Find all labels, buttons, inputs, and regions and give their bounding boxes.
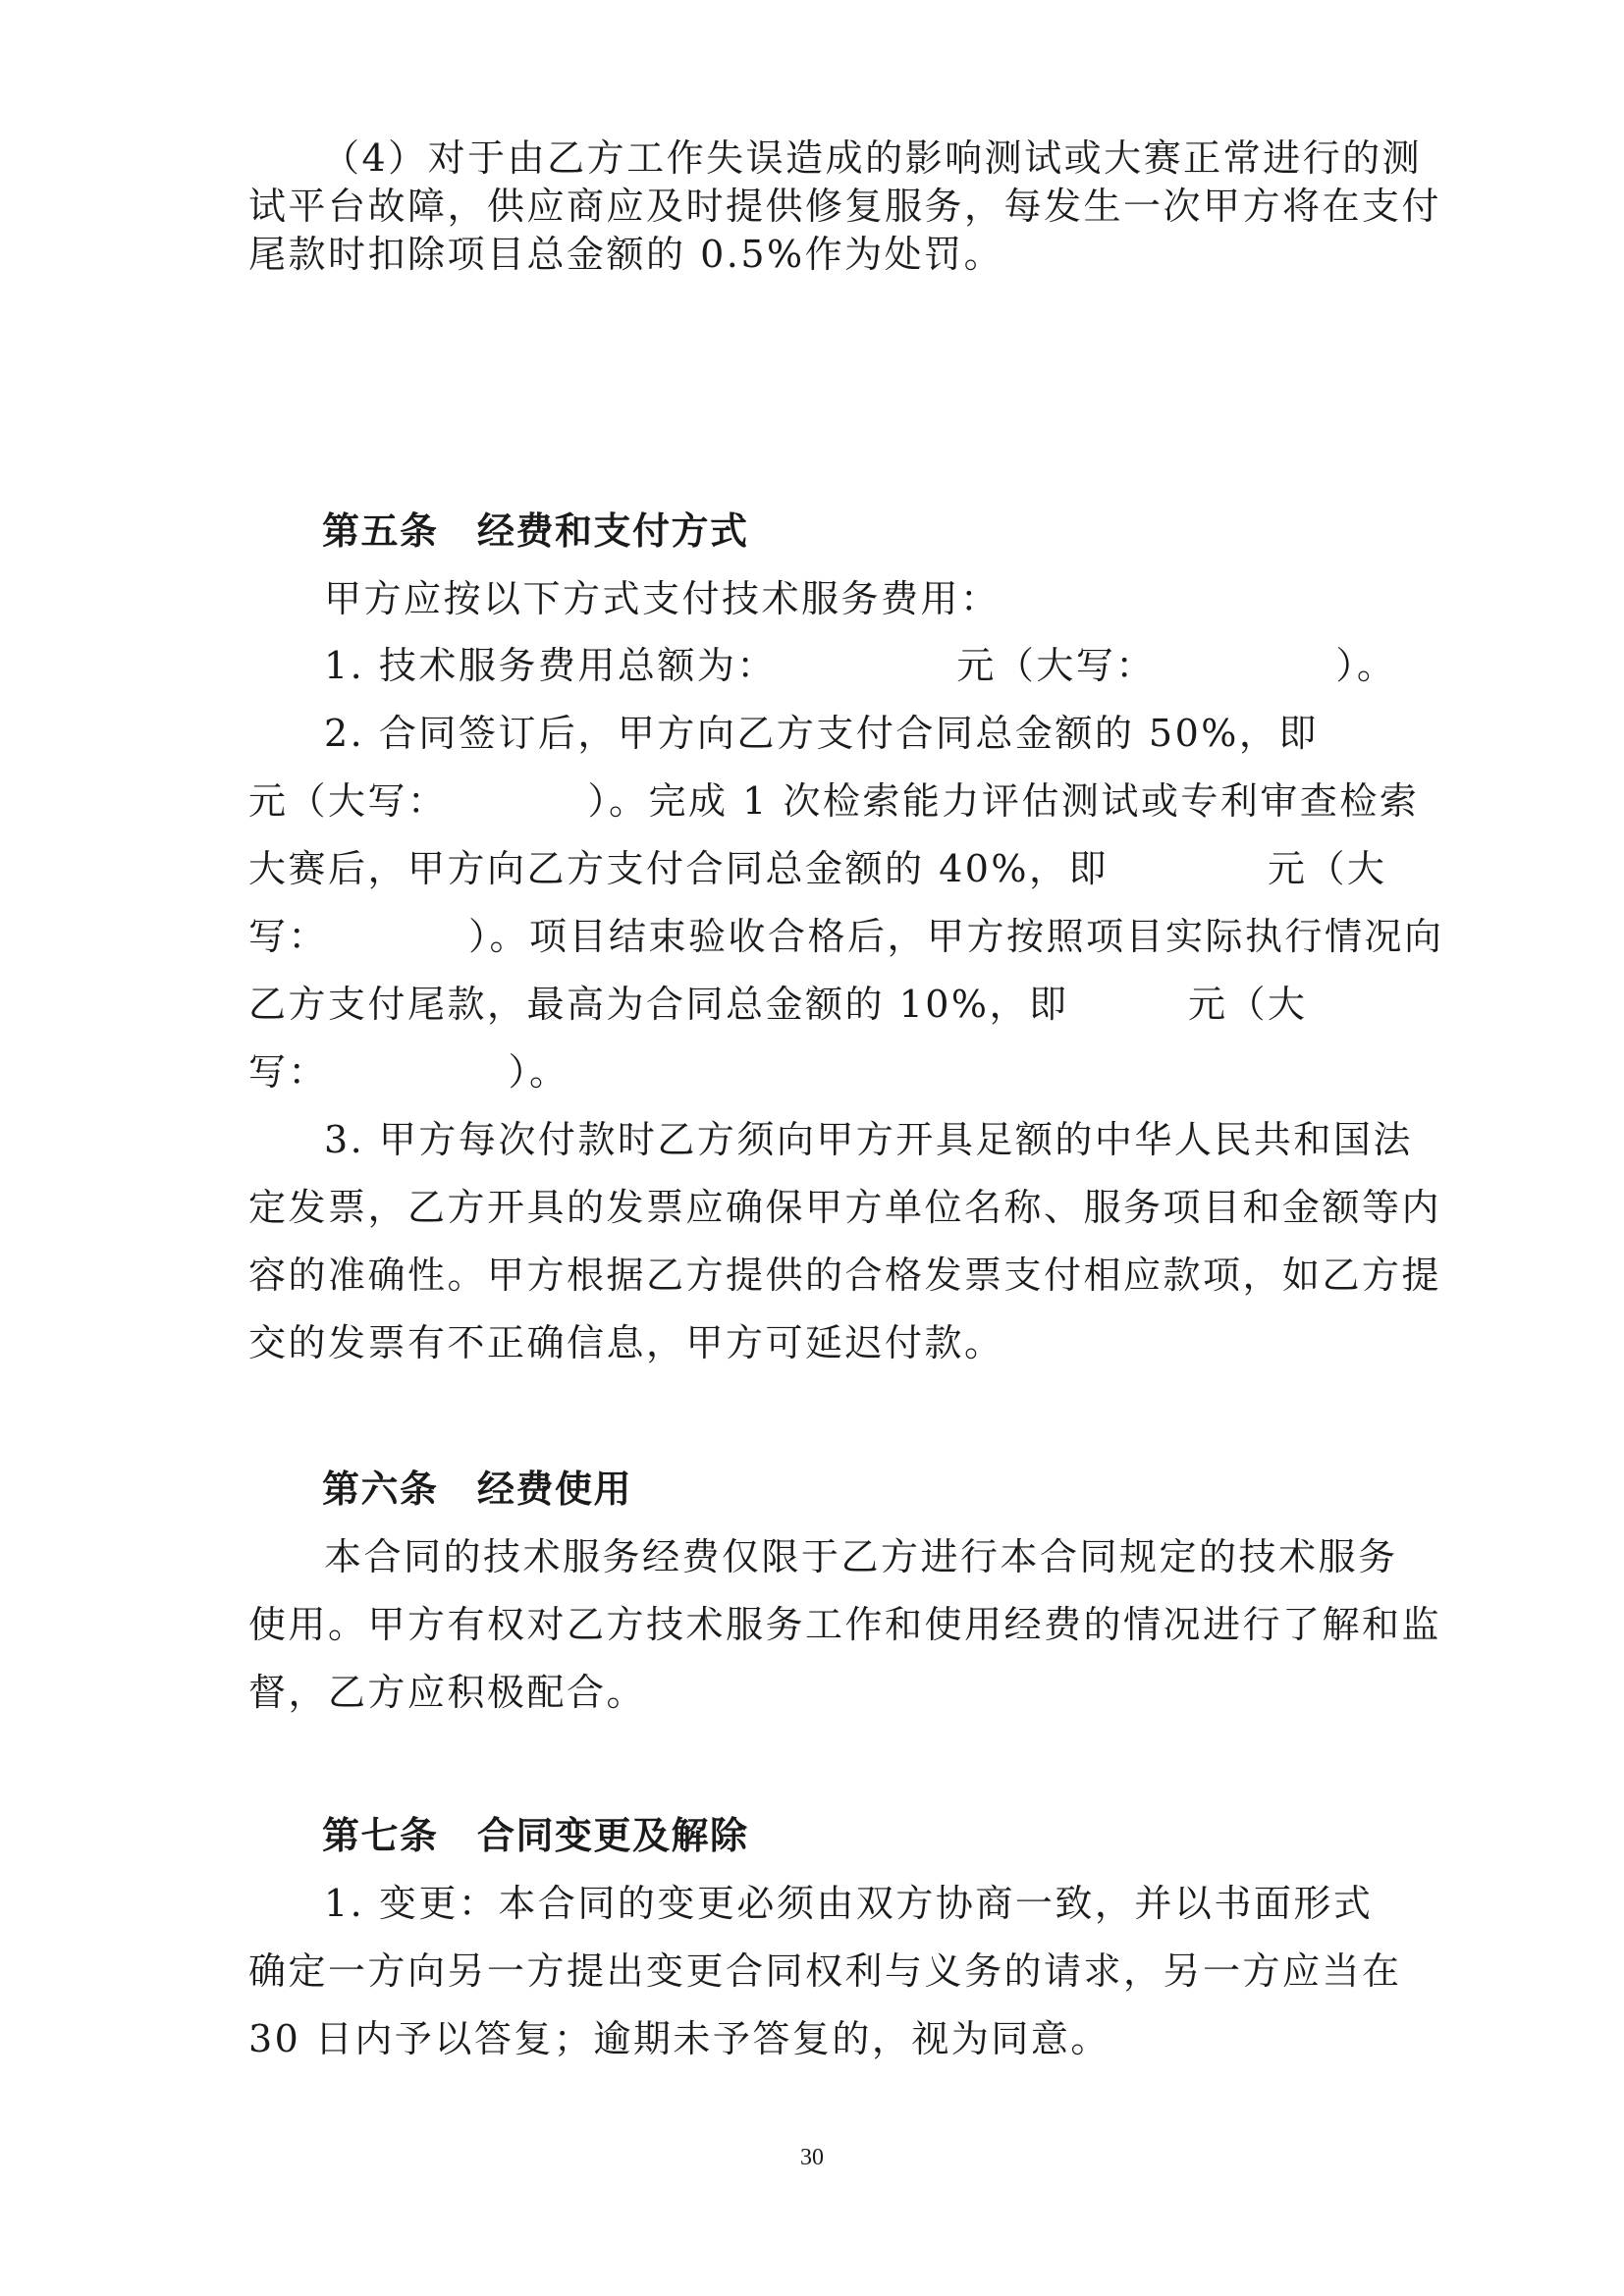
article-7-item-1-line-3: 30 日内予以答复；逾期未予答复的，视为同意。 <box>248 2017 1110 2060</box>
article-6-line-2: 使用。甲方有权对乙方技术服务工作和使用经费的情况进行了解和监 <box>248 1603 1442 1646</box>
clause-4-line-3: 尾款时扣除项目总金额的 0.5%作为处罚。 <box>248 233 1004 276</box>
article-6-line-3: 督，乙方应积极配合。 <box>248 1671 647 1714</box>
article-5-item-3-line-2: 定发票，乙方开具的发票应确保甲方单位名称、服务项目和金额等内 <box>248 1186 1442 1229</box>
article-7-item-1-line-1: 1. 变更：本合同的变更必须由双方协商一致，并以书面形式 <box>324 1882 1374 1925</box>
article-5-item-2-line-5: 乙方支付尾款，最高为合同总金额的 10%，即 元（大 <box>248 983 1308 1026</box>
article-5-item-2-line-2: 元（大写： ）。完成 1 次检索能力评估测试或专利审查检索 <box>248 779 1420 823</box>
article-5-item-2-line-6: 写： ）。 <box>248 1050 569 1094</box>
article-6-heading: 第六条 经费使用 <box>322 1468 633 1511</box>
article-6-line-1: 本合同的技术服务经费仅限于乙方进行本合同规定的技术服务 <box>324 1535 1398 1578</box>
article-7-item-1-line-2: 确定一方向另一方提出变更合同权利与义务的请求，另一方应当在 <box>248 1949 1402 1993</box>
article-5-item-1: 1. 技术服务费用总额为： 元（大写： ）。 <box>324 644 1397 687</box>
clause-4-line-1: （4）对于由乙方工作失误造成的影响测试或大赛正常进行的测 <box>322 136 1423 180</box>
page-number: 30 <box>800 2145 824 2170</box>
article-5-item-2-line-3: 大赛后，甲方向乙方支付合同总金额的 40%，即 元（大 <box>248 847 1387 890</box>
article-7-heading: 第七条 合同变更及解除 <box>322 1814 749 1857</box>
article-5-item-2-line-1: 2. 合同签订后，甲方向乙方支付合同总金额的 50%，即 <box>324 712 1319 755</box>
article-5-item-3-line-3: 容的准确性。甲方根据乙方提供的合格发票支付相应款项，如乙方提 <box>248 1254 1442 1297</box>
article-5-item-3-line-1: 3. 甲方每次付款时乙方须向甲方开具足额的中华人民共和国法 <box>324 1118 1413 1161</box>
clause-4-line-2: 试平台故障，供应商应及时提供修复服务，每发生一次甲方将在支付 <box>248 185 1442 228</box>
article-5-heading: 第五条 经费和支付方式 <box>322 509 749 553</box>
article-5-item-3-line-4: 交的发票有不正确信息，甲方可延迟付款。 <box>248 1321 1004 1364</box>
article-5-intro: 甲方应按以下方式支付技术服务费用： <box>324 577 1001 620</box>
article-5-item-2-line-4: 写： ）。项目结束验收合格后，甲方按照项目实际执行情况向 <box>248 915 1444 958</box>
